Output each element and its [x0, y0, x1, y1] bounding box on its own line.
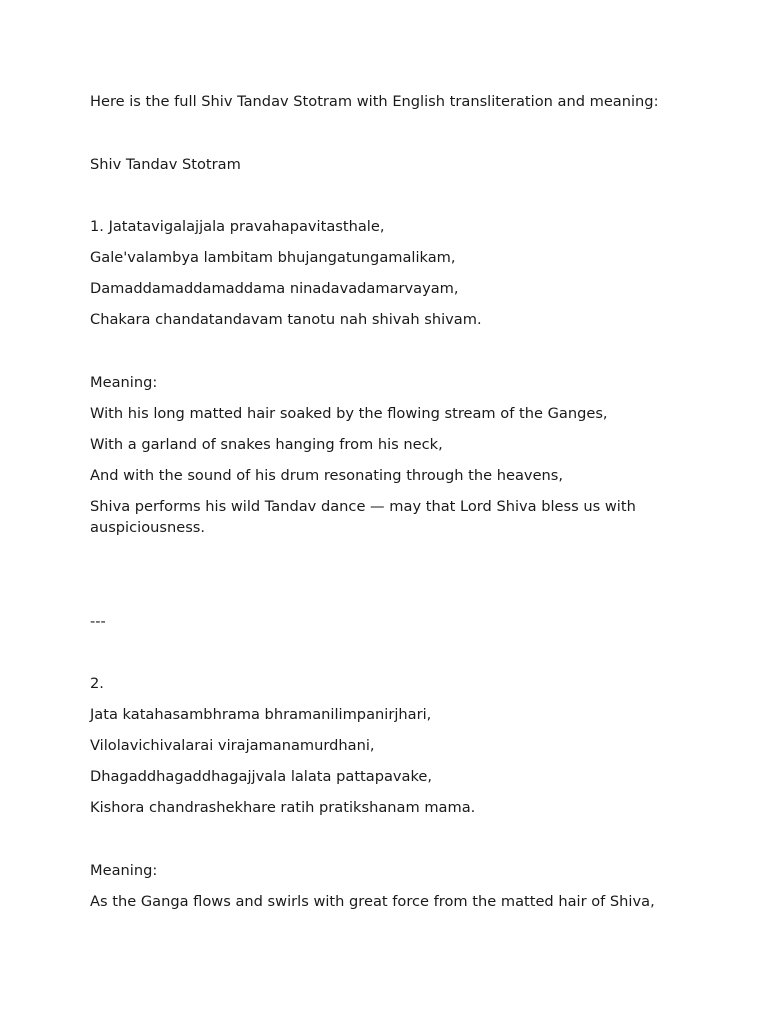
verse-2-number: 2. — [90, 675, 104, 692]
verse-2-meaning-line-1: As the Ganga flows and swirls with great force from the matted hair of Shiva, — [90, 893, 655, 910]
section-separator: --- — [90, 613, 106, 630]
verse-1-line-2: Gale'valambya lambitam bhujangatungamalikam, — [90, 249, 456, 266]
verse-1-meaning-line-2: With a garland of snakes hanging from his neck, — [90, 436, 443, 453]
verse-2-line-1: Jata katahasambhrama bhramanilimpanirjhari, — [90, 706, 432, 723]
verse-1-meaning-line-1: With his long matted hair soaked by the flowing stream of the Ganges, — [90, 405, 608, 422]
verse-1-meaning-heading: Meaning: — [90, 374, 158, 391]
verse-1-line-3: Damaddamaddamaddama ninadavadamarvayam, — [90, 280, 459, 297]
verse-2-line-4: Kishora chandrashekhare ratih pratikshanam mama. — [90, 799, 476, 816]
verse-2-line-3: Dhagaddhagaddhagajjvala lalata pattapavake, — [90, 768, 433, 785]
verse-1-meaning-line-3: And with the sound of his drum resonating through the heavens, — [90, 467, 564, 484]
verse-1-line-4: Chakara chandatandavam tanotu nah shivah shivam. — [90, 311, 482, 328]
verse-2-line-2: Vilolavichivalarai virajamanamurdhani, — [90, 737, 375, 754]
verse-2-meaning-heading: Meaning: — [90, 862, 158, 879]
intro-text: Here is the full Shiv Tandav Stotram with English transliteration and meaning: — [90, 93, 659, 110]
document-title: Shiv Tandav Stotram — [90, 156, 241, 173]
verse-1-meaning-line-4: Shiva performs his wild Tandav dance — may that Lord Shiva bless us with auspiciousness. — [90, 498, 636, 536]
verse-1-line-1: 1. Jatatavigalajjala pravahapavitasthale, — [90, 218, 385, 235]
